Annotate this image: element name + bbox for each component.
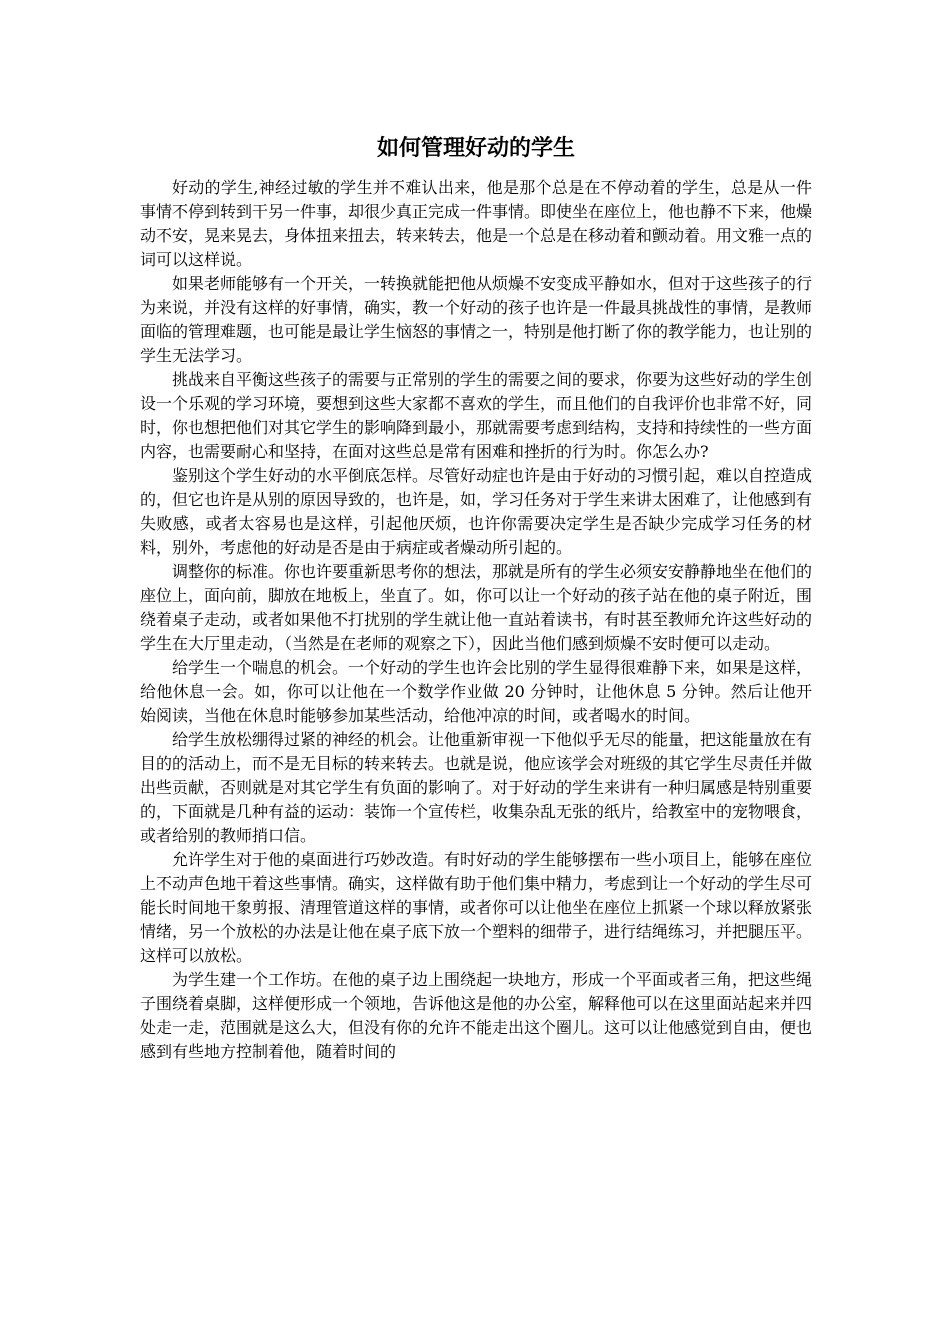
paragraph-5: 调整你的标准。你也许要重新思考你的想法，那就是所有的学生必须安安静静地坐在他们的座位上，面向前，脚放在地板上，坐直了。如，你可以让一个好动的孩子站在他的桌子附近，围绕着桌子走动，或者如果他不打扰别的学生就让他一直站着读书，有时甚至教师允许这些好动的学生在大厅里走动，（当然是在老师的观察之下），因此当他们感到烦燥不安时便可以走动。 — [140, 562, 813, 653]
paragraph-7: 给学生放松绷得过紧的神经的机会。让他重新审视一下他似乎无尽的能量，把这能量放在有目的的活动上，而不是无目标的转来转去。也就是说，他应该学会对班级的其它学生尽责任并做出些贡献，否则就是对其它学生有负面的影响了。对于好动的学生来讲有一种归属感是特别重要的，下面就是几种有益的运动：装饰一个宣传栏，收集杂乱无张的纸片，给教室中的宠物喂食，或者给别的教师捎口信。 — [140, 730, 813, 845]
paragraph-1: 好动的学生,神经过敏的学生并不难认出来，他是那个总是在不停动着的学生，总是从一件事情不停到转到干另一件事，却很少真正完成一件事情。即使坐在座位上，他也静不下来，他燥动不安，晃来晃去，身体扭来扭去，转来转去，他是一个总是在移动着和颤动着。用文雅一点的词可以这样说。 — [140, 178, 813, 269]
paragraph-3: 挑战来自平衡这些孩子的需要与正常别的学生的需要之间的要求，你要为这些好动的学生创设一个乐观的学习环境，要想到这些大家都不喜欢的学生，而且他们的自我评价也非常不好，同时，你也想把他们对其它学生的影响降到最小，那就需要考虑到结构，支持和持续性的一些方面内容，也需要耐心和坚持，在面对这些总是常有困难和挫折的行为时。你怎么办? — [140, 370, 813, 461]
paragraph-6: 给学生一个喘息的机会。一个好动的学生也许会比别的学生显得很难静下来，如果是这样，给他休息一会。如，你可以让他在一个数学作业做 20 分钟时，让他休息 5 分钟。然后让他开始阅读，当他在休息时能够参加某些活动，给他冲凉的时间，或者喝水的时间。 — [140, 658, 813, 725]
document-title: 如何管理好动的学生 — [376, 136, 575, 161]
paragraph-9: 为学生建一个工作坊。在他的桌子边上围绕起一块地方，形成一个平面或者三角，把这些绳子围绕着桌脚，这样便形成一个领地，告诉他这是他的办公室，解释他可以在这里面站起来并四处走一走，范围就是这么大，但没有你的允许不能走出这个圈儿。这可以让他感觉到自由，便也感到有些地方控制着他，随着时间的 — [140, 970, 813, 1061]
paragraph-2: 如果老师能够有一个开关，一转换就能把他从烦燥不安变成平静如水，但对于这些孩子的行为来说，并没有这样的好事情，确实，教一个好动的孩子也许是一件最具挑战性的事情，是教师面临的管理难题，也可能是最让学生恼怒的事情之一，特别是他打断了你的教学能力，也让别的学生无法学习。 — [140, 274, 813, 365]
document-body — [140, 132, 812, 1064]
paragraph-4: 鉴别这个学生好动的水平倒底怎样。尽管好动症也许是由于好动的习惯引起，难以自控造成的，但它也许是从别的原因导致的，也许是，如，学习任务对于学生来讲太困难了，让他感到有失败感，或者太容易也是这样，引起他厌烦，也许你需要决定学生是否缺少完成学习任务的材料，别外，考虑他的好动是否是由于病症或者燥动所引起的。 — [140, 466, 813, 557]
paragraph-8: 允许学生对于他的桌面进行巧妙改造。有时好动的学生能够摆布一些小项目上，能够在座位上不动声色地干着这些事情。确实，这样做有助于他们集中精力，考虑到让一个好动的学生尽可能长时间地干象剪报、清理管道这样的事情，或者你可以让他坐在座位上抓紧一个球以释放紧张情绪，另一个放松的办法是让他在桌子底下放一个塑料的细带子，进行结绳练习，并把腿压平。这样可以放松。 — [140, 850, 813, 965]
